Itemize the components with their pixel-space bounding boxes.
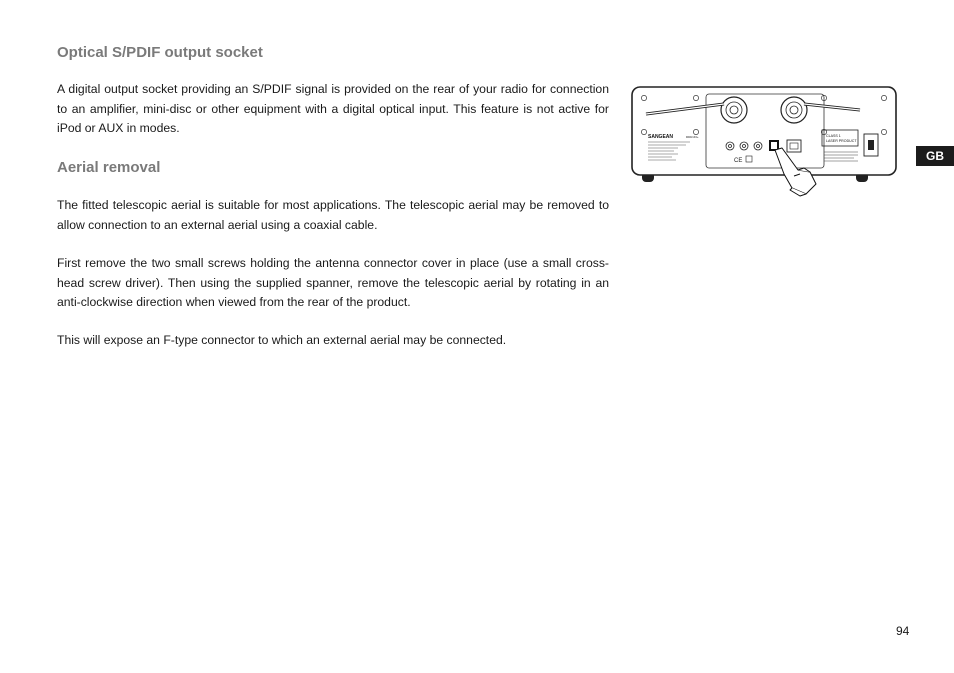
aerial-paragraph-2: First remove the two small screws holding the antenna connector cover in place (use a small cross-head screw driver). Then using the supplied spanner, remove the telescopic aerial by rotating in an anti-clockwise direction when viewed from the rear of the product. xyxy=(57,256,609,309)
svg-text:CE: CE xyxy=(734,158,743,164)
figure-label-line2: LASER PRODUCT xyxy=(826,139,857,143)
figure-label-line1: CLASS 1 xyxy=(826,134,841,138)
optical-paragraph: A digital output socket providing an S/PDIF signal is provided on the rear of your radio for connection to an amplifier, mini-disc or other equipment with a digital optical input. This feature is not active for iPod or AUX in modes. xyxy=(57,82,609,135)
radio-rear-panel-illustration xyxy=(628,84,898,198)
figure-brand: SANGEAN xyxy=(648,134,674,140)
aerial-paragraph-3: This will expose an F-type connector to which an external aerial may be connected. xyxy=(57,333,507,347)
figure-model: DDR-63+ xyxy=(686,135,699,139)
section-title-aerial: Aerial removal xyxy=(57,159,161,176)
language-tab: GB xyxy=(916,146,954,166)
aerial-paragraph-1: The fitted telescopic aerial is suitable for most applications. The telescopic aerial may be removed to allow connection to an external aerial using a coaxial cable. xyxy=(57,198,609,232)
page-number: 94 xyxy=(896,624,910,638)
section-title-optical: Optical S/PDIF output socket xyxy=(57,44,263,61)
